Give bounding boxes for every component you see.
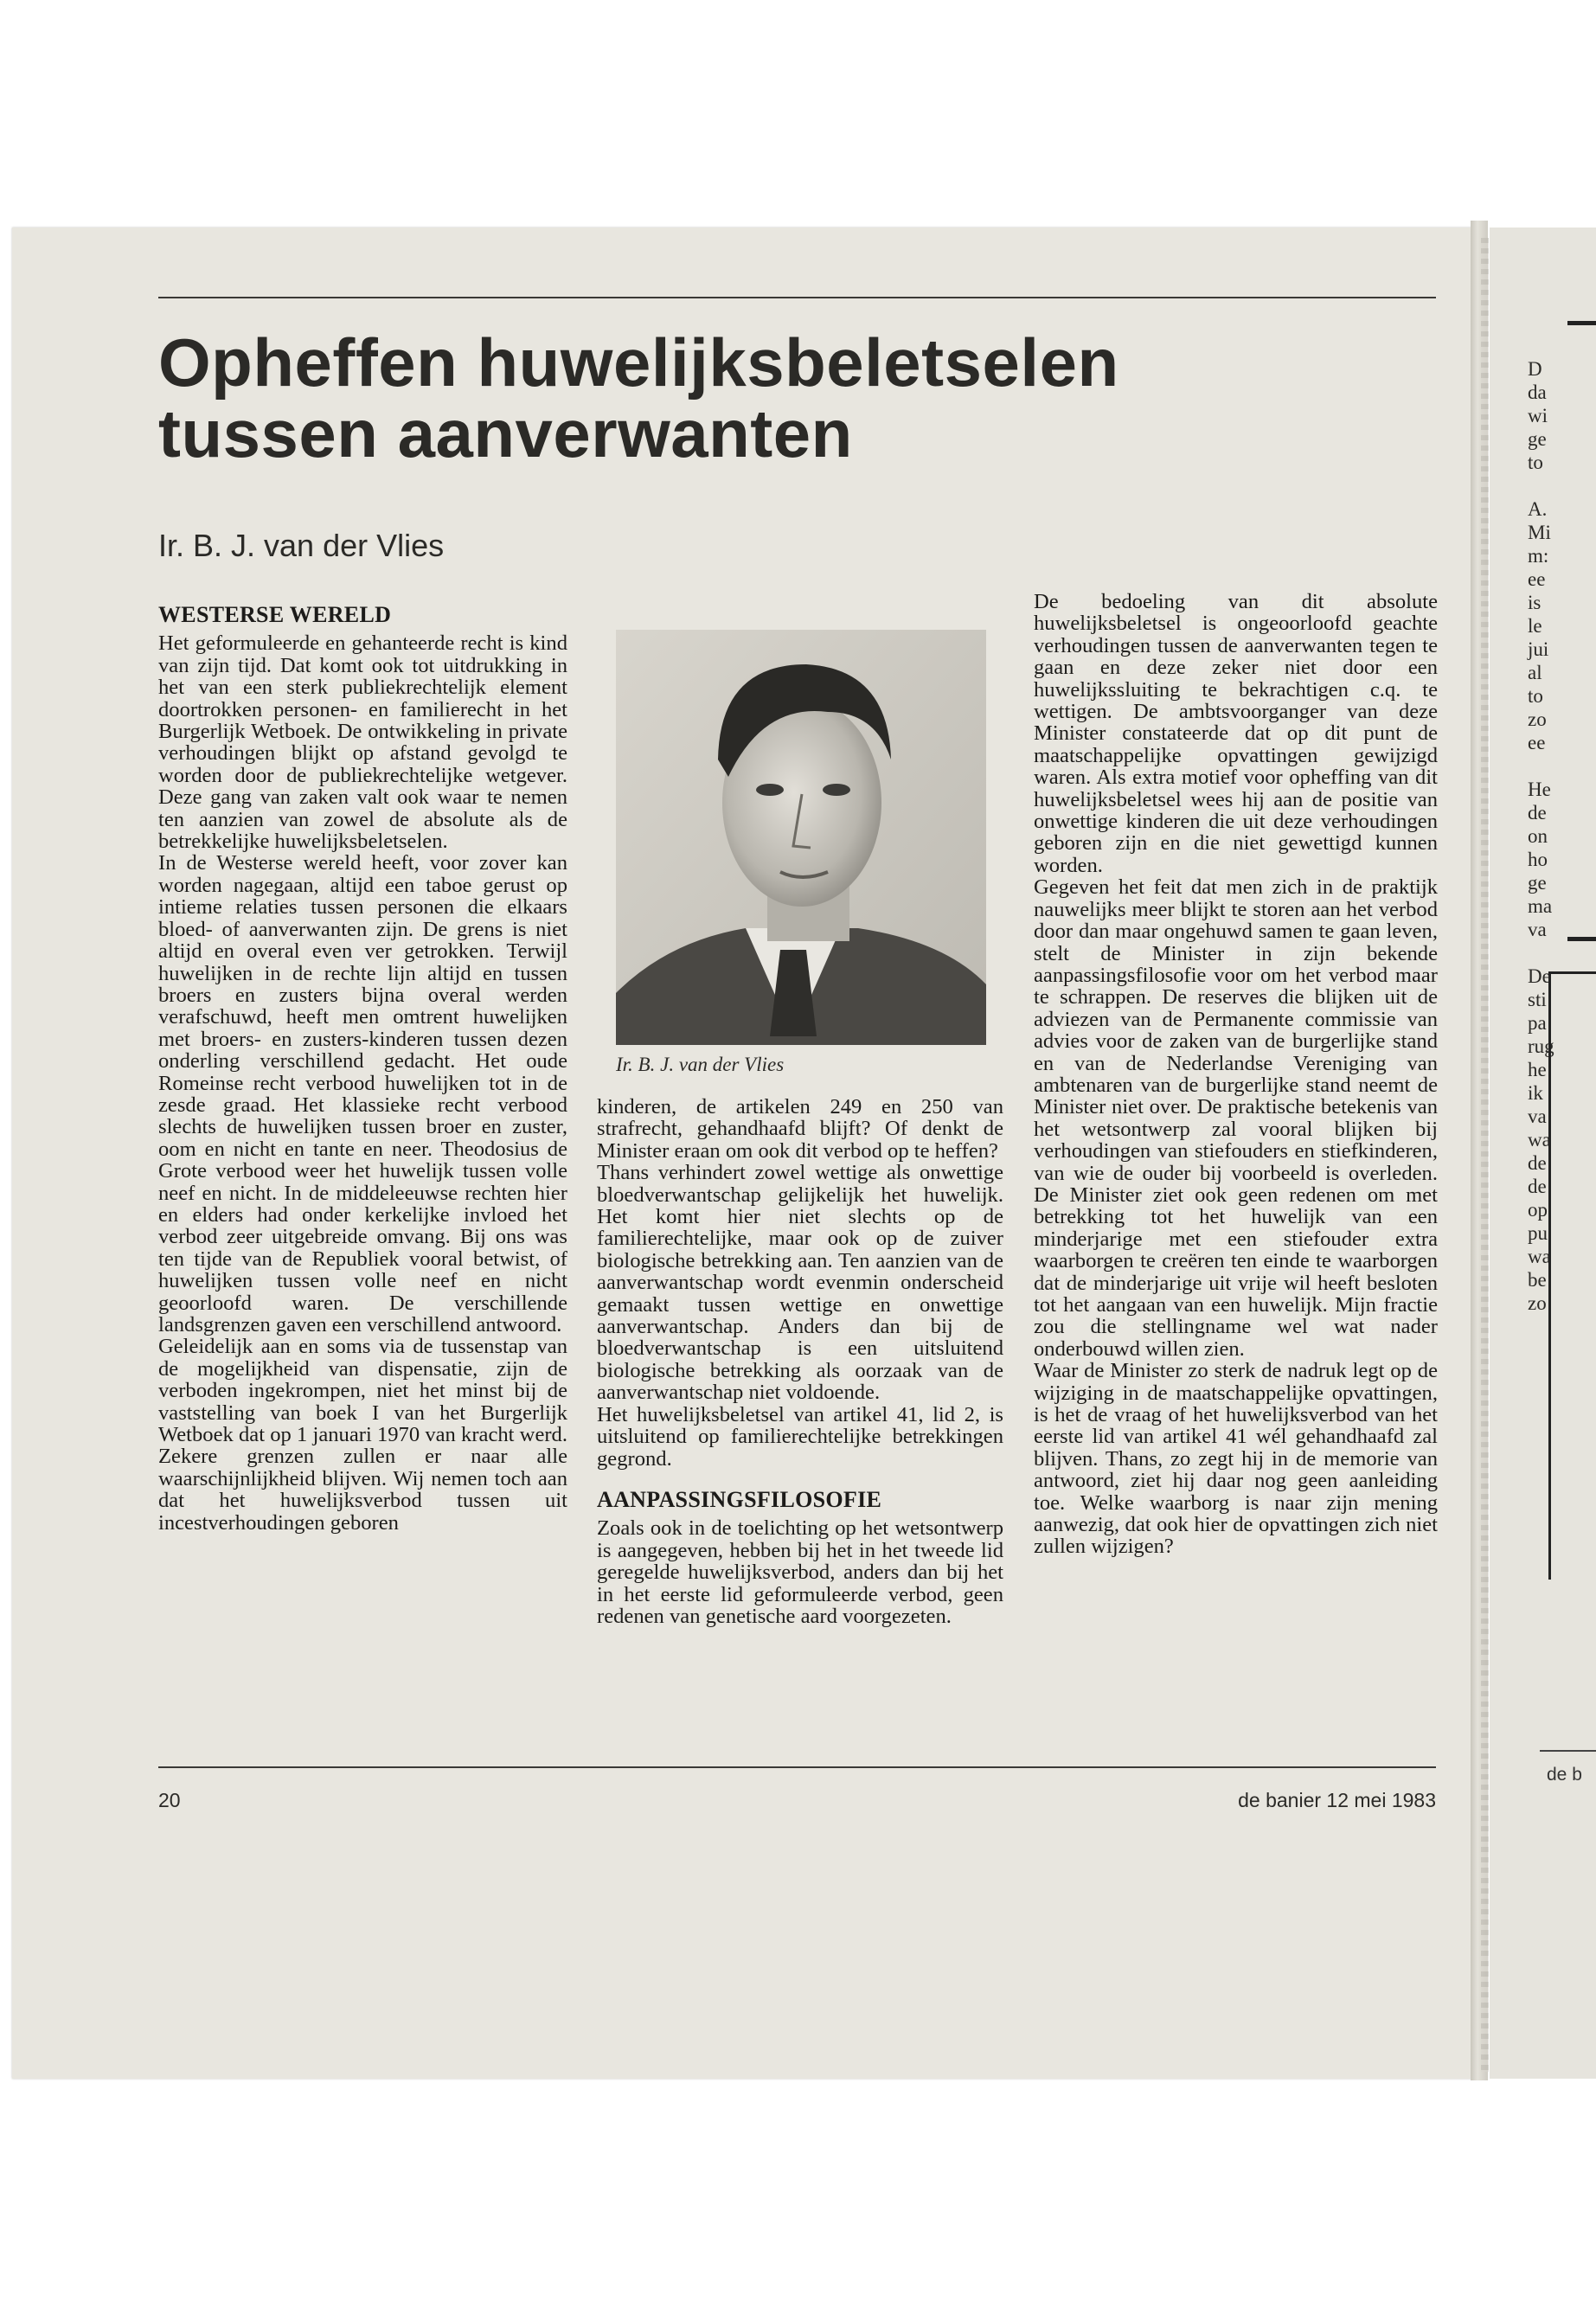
binding-tape bbox=[1481, 238, 1489, 2072]
adjacent-page-rule bbox=[1567, 937, 1596, 941]
column-3 bbox=[1034, 591, 1438, 1558]
paragraph: Het geformuleerde en gehanteerde recht is kind van zijn tijd. Dat komt ook tot uitdrukking in het van een sterk publiekrechtelijk element doortrokken personen- en familierecht in het Burgerlijk Wetboek. De ontwikkeling in private verhoudingen blijkt op afstand gevolgd te worden door de publiekrechtelijke wetgever. Deze gang van zaken valt ook waar te nemen ten aanzien van zowel de absolute als de betrekkelijke huwelijksbeletselen. bbox=[158, 631, 567, 854]
paragraph: Gegeven het feit dat men zich in de praktijk nauwelijks meer blijkt te storen aan het verbod door dan maar ongehuwd samen te gaan leven, stelt de Minister in zijn bekende aanpassingsfilosofie voor om het verbod maar te schrappen. De reserves die blijken uit de adviezen van de Permanente commissie van advies voor de zaken van de burgerlijke stand en van de Nederlandse Vereniging van ambtenaren van de burgerlijke stand neemt de Minister niet over. De praktische betekenis van het wetsontwerp zal vooral blijken bij verhoudingen van stiefouders en stiefkinderen, van wie de ouder bij voorbeeld is overleden. De Minister ziet ook geen redenen om met betrekking tot het huwelijk van een minderjarige met een stiefouder extra waarborgen te creëren ten einde te waarborgen dat de minderjarige uit vrije wil heeft besloten tot het aangaan van een huwelijk. Mijn fractie zou die stellingname wel wat nader onderbouwd willen zien. bbox=[1034, 875, 1438, 1361]
headline-line-2: tussen aanverwanten bbox=[158, 395, 853, 471]
column-2 bbox=[597, 1096, 1003, 1627]
top-rule bbox=[158, 297, 1436, 298]
column-1 bbox=[158, 604, 567, 1534]
adjacent-page-footer-rule bbox=[1540, 1750, 1596, 1752]
adjacent-page bbox=[1490, 228, 1596, 2079]
paragraph: Geleidelijk aan en soms via de tussenstap van de mogelijkheid van dispensatie, zijn de verboden ingekrompen, niet het minst bij de vaststelling van boek I van het Burgerlijk Wetboek dat op 1 januari 1970 van kracht werd. Zekere grenzen zullen er naar alle waarschijnlijkheid blijven. Wij nemen toch aan dat het huwelijksverbod tussen uit incestverhoudingen geboren bbox=[158, 1335, 567, 1535]
section-heading-aanpassingsfilosofie: AANPASSINGSFILOSOFIE bbox=[597, 1486, 882, 1512]
page-number: 20 bbox=[158, 1789, 181, 1811]
paragraph: In de Westerse wereld heeft, voor zover kan worden nagegaan, altijd een taboe gerust op intieme relaties tussen personen die elkaars bloed- of aanverwanten zijn. De grens is niet altijd en overal even ver getrokken. Terwijl huwelijken in de rechte lijn altijd en tussen broers en zusters bijna overal werden verafschuwd, heeft men omtrent huwelijken met broers- en zusters-kinderen tussen dezen onderling verschillend gedacht. Het oude Romeinse recht verbood huwelijken tot in de zesde graad. Het klassieke recht verbood slechts de huwelijken tussen broer en zuster, oom en nicht en tante en neer. Theodosius de Grote verbood weer het huwelijk tussen volle neef en nicht. In de middeleeuwse rechten hier en elders had onder kerkelijke invloed het verbod zeer uitgebreide omvang. Bij ons was ten tijde van de Republiek vooral betwist, of huwelijken tussen volle neef en nicht geoorloofd waren. De verschillende landsgrenzen gaven een verschillend antwoord. bbox=[158, 851, 567, 1336]
paragraph: Zoals ook in de toelichting op het wetsontwerp is aangegeven, hebben bij het in het tweede lid geregelde huwelijksverbod, anders dan bij het in het eerste lid geformuleerde verbod, geen redenen van genetische aard voorgezeten. bbox=[597, 1516, 1003, 1628]
paragraph: kinderen, de artikelen 249 en 250 van strafrecht, gehandhaafd blijft? Of denkt de Minister eraan om ook dit verbod op te heffen? bbox=[597, 1095, 1003, 1163]
section-heading-westerse-wereld: WESTERSE WERELD bbox=[158, 602, 392, 627]
adjacent-page-footer: de b bbox=[1547, 1765, 1582, 1785]
adjacent-page-rule bbox=[1567, 321, 1596, 325]
byline: Ir. B. J. van der Vlies bbox=[158, 528, 445, 563]
author-photo bbox=[616, 630, 986, 1045]
publication-issue: de banier 12 mei 1983 bbox=[1238, 1789, 1436, 1811]
paragraph: Het huwelijksbeletsel van artikel 41, lid 2, is uitsluitend op familierechtelijke betrekkingen gegrond. bbox=[597, 1402, 1003, 1471]
photo-caption: Ir. B. J. van der Vlies bbox=[616, 1054, 785, 1075]
headline bbox=[158, 324, 1283, 471]
bottom-rule bbox=[158, 1766, 1436, 1768]
adjacent-page-text: D da wi ge to A. Mi m: ee is le jui al to zo ee He de on ho ge ma va De sti pa rug he ik va wa de de op pu wa be zo bbox=[1528, 358, 1554, 1314]
paragraph: De bedoeling van dit absolute huwelijksbeletsel is ongeoorloofd geachte verhoudingen tussen de aanverwanten tegen te gaan en deze zeker niet door een huwelijkssluiting te bekrachtigen c.q. te wettigen. De ambtsvoorganger van deze Minister constateerde dat op dit punt de maatschappelijke opvattingen gewijzigd waren. Als extra motief voor opheffing van dit huwelijksbeletsel wees hij aan de positie van onwettige kinderen die uit deze verhoudingen geboren zijn en die niet gewettigd kunnen worden. bbox=[1034, 590, 1438, 877]
paragraph: Waar de Minister zo sterk de nadruk legt op de wijziging in de maatschappelijke opvattingen, is het de vraag of het huwelijksverbod van het eerste lid van artikel 41 wél gehandhaafd zal blijven. Thans, zo zegt hij in de memorie van antwoord, ziet hij daar nog geen aanleiding toe. Welke waarborg is naar zijn mening aanwezig, dat ook hier de opvattingen zich niet zullen wijzigen? bbox=[1034, 1359, 1438, 1559]
portrait-image bbox=[616, 630, 986, 1045]
paragraph: Thans verhindert zowel wettige als onwettige bloedverwantschap gelijkelijk het huwelijk. Het komt hier niet slechts op de familierechtelijke, maar ook op de zuiver biologische betrekking aan. Ten aanzien van de aanverwantschap wordt evenmin onderscheid gemaakt tussen wettige en onwettige aanverwantschap. Anders dan bij de bloedverwantschap is een uitsluitend biologische betrekking als oorzaak van de aanverwantschap niet voldoende. bbox=[597, 1161, 1003, 1405]
adjacent-page-box bbox=[1548, 971, 1596, 1580]
headline-line-1: Opheffen huwelijksbeletselen bbox=[158, 324, 1119, 401]
